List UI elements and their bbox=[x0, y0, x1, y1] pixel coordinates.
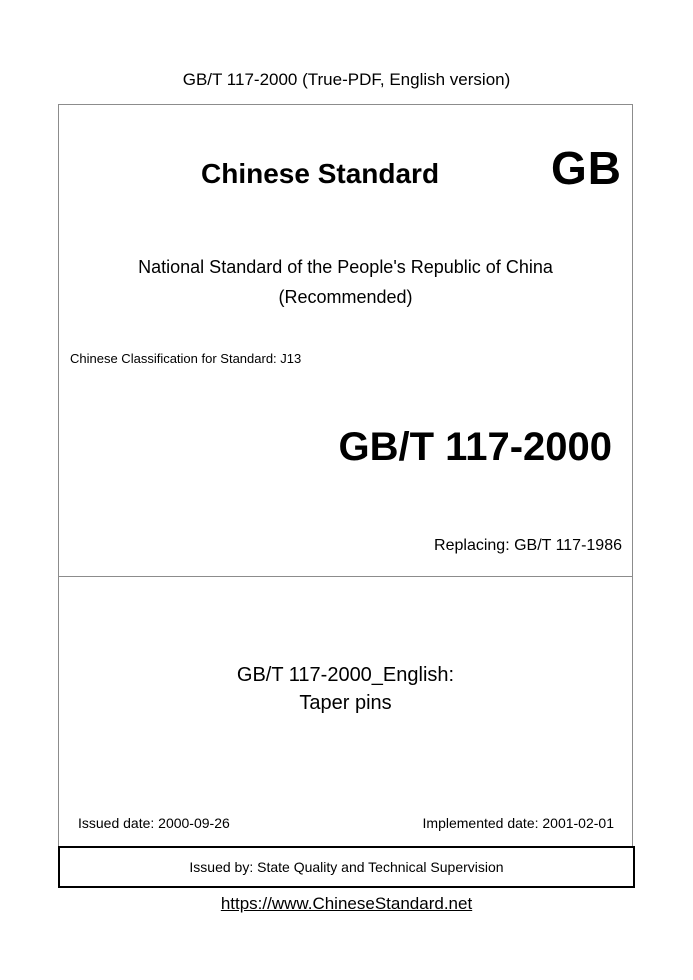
recommended-label: (Recommended) bbox=[278, 287, 413, 307]
english-title bbox=[59, 661, 632, 717]
issued-by-box: Issued by: State Quality and Technical Supervision bbox=[58, 846, 635, 888]
standard-number: GB/T 117-2000 bbox=[338, 425, 612, 469]
implemented-date: Implemented date: 2001-02-01 bbox=[422, 815, 614, 831]
national-standard-line: National Standard of the People's Republic of China bbox=[138, 257, 553, 277]
english-title-line1: GB/T 117-2000_English: bbox=[236, 664, 455, 686]
cover-middle-section bbox=[59, 577, 632, 847]
issued-date: Issued date: 2000-09-26 bbox=[78, 815, 230, 831]
website-link[interactable]: https://www.ChineseStandard.net bbox=[220, 894, 473, 913]
cover-top-section bbox=[59, 105, 632, 577]
english-title-line2: Taper pins bbox=[299, 692, 392, 714]
gb-mark: GB bbox=[551, 142, 622, 194]
standard-label: Chinese Standard bbox=[201, 158, 440, 189]
document-header: GB/T 117-2000 (True-PDF, English version) bbox=[182, 70, 511, 89]
cover-frame bbox=[58, 104, 633, 848]
replacing-text: Replacing: GB/T 117-1986 bbox=[434, 537, 622, 554]
classification-text: Chinese Classification for Standard: J13 bbox=[70, 351, 302, 366]
